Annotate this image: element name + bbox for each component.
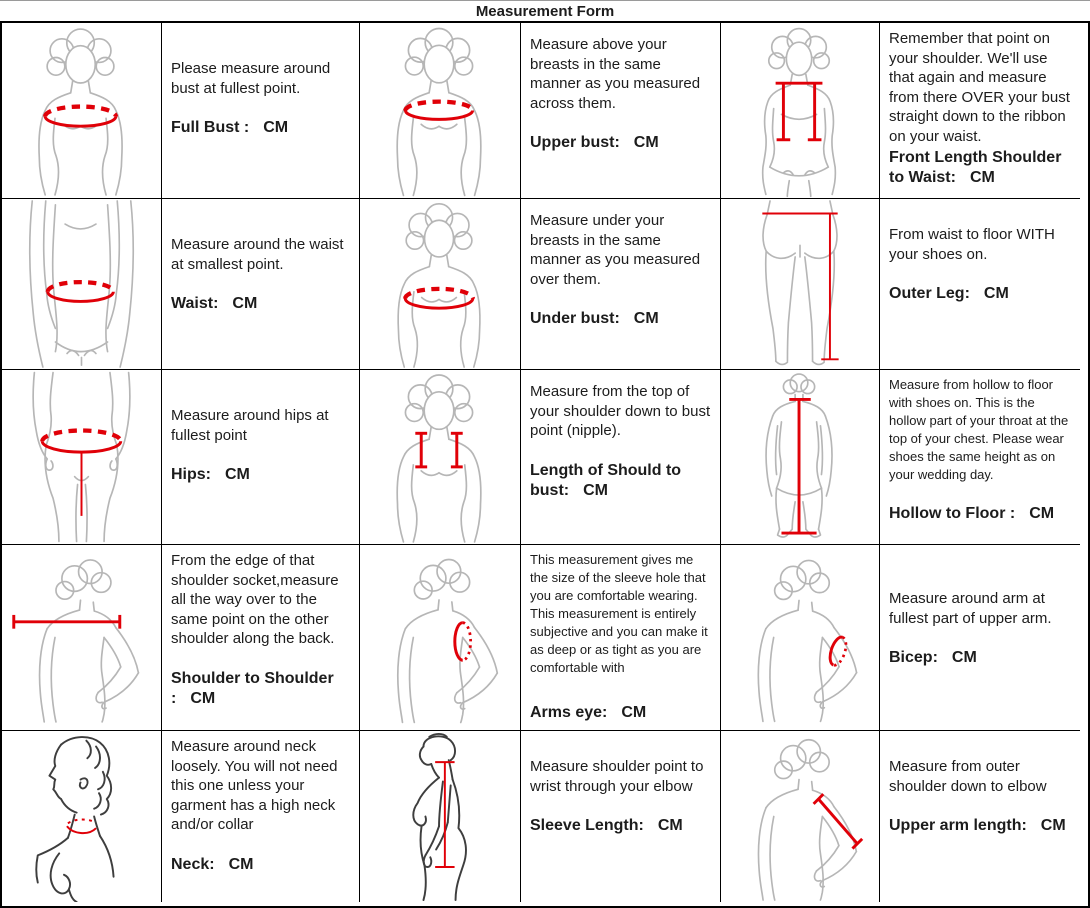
outer-leg-unit: CM (983, 285, 1009, 302)
figure-cell-sleeve-length (360, 731, 521, 902)
hips-description: Measure around hips at fullest point (171, 407, 329, 444)
front-length-measurement-mark (776, 83, 823, 140)
under-bust-measurement-mark (405, 289, 473, 308)
shoulder-to-shoulder-figure-illustration (2, 545, 161, 730)
shoulder-to-bust-label: Length of Should to bust: (530, 461, 682, 499)
figure-cell-shoulder-to-bust (360, 370, 521, 545)
figure-cell-shoulder-to-shoulder (2, 545, 162, 731)
hips-label: Hips: (171, 466, 211, 483)
shoulder-to-bust-description: Measure from the top of your shoulder down to bust point (nipple). (530, 383, 711, 439)
hollow-to-floor-measurement-mark (781, 399, 816, 533)
sleeve-length-figure-illustration (360, 731, 520, 902)
under-bust-description: Measure under your breasts in the same manner as you measured over them. (530, 212, 701, 288)
text-cell-neck (162, 731, 360, 902)
waist-unit: CM (232, 295, 258, 312)
upper-bust-figure-illustration (360, 23, 520, 198)
full-bust-label: Full Bust : (171, 119, 250, 136)
figure-cell-arms-eye (360, 545, 521, 731)
shoulder-to-bust-figure-illustration (360, 370, 520, 544)
front-length-figure-illustration (721, 23, 879, 198)
arms-eye-description: This measurement gives me the size of the sleeve hole that you are comfortable wearing. This measurement is entirely subjective and you can make it as deep or as tight as you are comfortable with (530, 552, 708, 675)
bicep-description: Measure around arm at fullest part of upper arm. (889, 590, 1052, 627)
arms-eye-unit: CM (621, 703, 647, 721)
outer-leg-figure-illustration (721, 199, 879, 369)
hips-unit: CM (225, 466, 250, 483)
bicep-figure-illustration (721, 545, 879, 730)
text-cell-outer-leg (880, 199, 1080, 370)
bicep-unit: CM (951, 649, 977, 666)
full-bust-description: Please measure around bust at fullest point. (171, 60, 331, 97)
figure-cell-bicep (721, 545, 880, 731)
bust-measurement-mark (45, 107, 116, 127)
shoulder-to-bust-measurement-mark (415, 433, 462, 467)
arms-eye-label: Arms eye: (530, 703, 608, 721)
neck-description: Measure around neck loosely. You will not need this one unless your garment has a high neck and/or collar (171, 738, 338, 833)
text-cell-shoulder-to-shoulder (162, 545, 360, 731)
text-cell-front-length (880, 23, 1080, 199)
outer-leg-label: Outer Leg: (889, 285, 970, 302)
text-cell-arms-eye (521, 545, 721, 731)
figure-cell-outer-leg (721, 199, 880, 370)
neck-figure-illustration (2, 731, 161, 902)
waist-figure-illustration (2, 199, 161, 369)
text-cell-under-bust (521, 199, 721, 370)
shoulder-to-shoulder-measurement-mark (14, 615, 120, 629)
shoulder-to-shoulder-description: From the edge of that shoulder socket,measure all the way over to the same point on the other shoulder along the back. (171, 552, 339, 647)
sleeve-length-label: Sleeve Length: (530, 817, 644, 834)
figure-cell-front-length (721, 23, 880, 199)
neck-label: Neck: (171, 855, 215, 873)
upper-bust-unit: CM (633, 134, 659, 151)
text-cell-shoulder-to-bust (521, 370, 721, 545)
figure-cell-hips (2, 370, 162, 545)
under-bust-unit: CM (633, 310, 659, 327)
front-length-label: Front Length Shoulder to Waist: (889, 149, 1062, 186)
front-length-description: Remember that point on your shoulder. We'll use that again and measure from there OVER your bust straight down to the ribbon on your waist. (889, 30, 1070, 145)
figure-cell-waist (2, 199, 162, 370)
upper-bust-measurement-mark (405, 102, 472, 120)
figure-cell-hollow-to-floor (721, 370, 880, 545)
sleeve-length-unit: CM (657, 817, 683, 834)
full-bust-unit: CM (263, 119, 289, 136)
figure-cell-neck (2, 731, 162, 902)
figure-cell-upper-arm-length (721, 731, 880, 902)
upper-bust-label: Upper bust: (530, 134, 620, 151)
sleeve-length-description: Measure shoulder point to wrist through your elbow (530, 758, 704, 795)
neck-unit: CM (228, 855, 254, 873)
measurement-table (0, 21, 1090, 908)
hips-figure-illustration (2, 370, 161, 544)
shoulder-to-bust-unit: CM (583, 481, 608, 499)
hollow-to-floor-figure-illustration (721, 370, 879, 544)
bicep-label: Bicep: (889, 649, 938, 666)
shoulder-to-shoulder-label: Shoulder to Shoulder : (171, 669, 334, 707)
waist-measurement-mark (48, 282, 114, 301)
text-cell-bicep (880, 545, 1080, 731)
hollow-to-floor-description: Measure from hollow to floor with shoes on. This is the hollow part of your throat at the top of your chest. Please wear shoes the same height as on your wedding day. (889, 377, 1069, 482)
text-cell-hips (162, 370, 360, 545)
waist-description: Measure around the waist at smallest point. (171, 236, 344, 273)
figure-cell-under-bust (360, 199, 521, 370)
front-length-unit: CM (969, 169, 995, 186)
figure-cell-full-bust (2, 23, 162, 199)
full-bust-figure-illustration (2, 23, 161, 198)
arms-eye-figure-illustration (360, 545, 520, 730)
hollow-to-floor-unit: CM (1029, 504, 1055, 522)
text-cell-sleeve-length (521, 731, 721, 902)
upper-arm-length-figure-illustration (721, 731, 879, 902)
text-cell-upper-arm-length (880, 731, 1080, 902)
hollow-to-floor-label: Hollow to Floor : (889, 504, 1016, 522)
upper-arm-length-label: Upper arm length: (889, 817, 1027, 834)
upper-bust-description: Measure above your breasts in the same manner as you measured across them. (530, 36, 701, 112)
upper-arm-length-unit: CM (1040, 817, 1066, 834)
under-bust-figure-illustration (360, 199, 520, 369)
under-bust-label: Under bust: (530, 310, 620, 327)
shoulder-to-shoulder-unit: CM (190, 689, 216, 707)
text-cell-hollow-to-floor (880, 370, 1080, 545)
text-cell-full-bust (162, 23, 360, 199)
text-cell-upper-bust (521, 23, 721, 199)
figure-cell-upper-bust (360, 23, 521, 199)
waist-label: Waist: (171, 295, 219, 312)
upper-arm-length-description: Measure from outer shoulder down to elbow (889, 758, 1047, 795)
outer-leg-description: From waist to floor WITH your shoes on. (889, 226, 1055, 263)
page-title: Measurement Form (0, 0, 1090, 21)
text-cell-waist (162, 199, 360, 370)
